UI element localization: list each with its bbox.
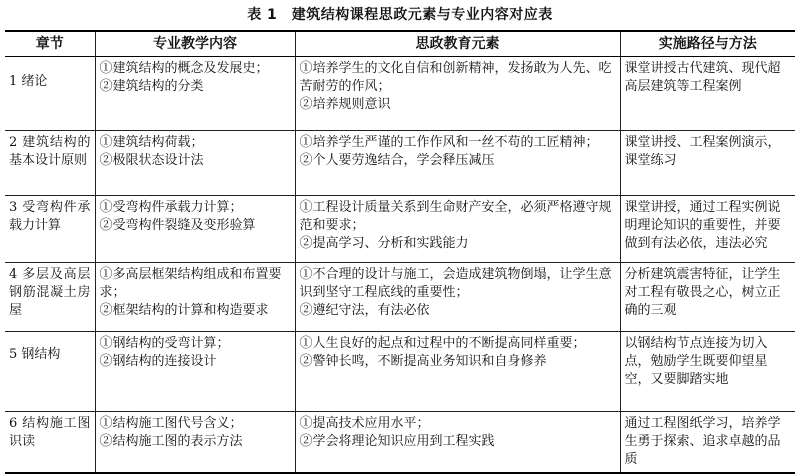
method-cell: 课堂讲授古代建筑、现代超高层建筑等工程案例 <box>620 57 795 131</box>
chapter-cell: 4 多层及高层钢筋混凝土房屋 <box>5 263 95 332</box>
method-cell: 课堂讲授，通过工程实例说明理论知识的重要性，并要做到有法必依，违法必究 <box>620 196 795 263</box>
table-row <box>5 57 795 131</box>
content-item: ②受弯构件裂缝及变形验算 <box>99 218 256 233</box>
header-method: 实施路径与方法 <box>620 31 795 57</box>
content-item: ①钢结构的受弯计算； <box>99 336 230 351</box>
ideology-item: ②遵纪守法，有法必依 <box>299 303 430 318</box>
content-item: ②钢结构的连接设计 <box>99 354 217 369</box>
content-item: ①多高层框架结构组成和布置要求； <box>99 267 282 300</box>
table-row <box>5 412 795 474</box>
ideology-item: ②警钟长鸣，不断提高业务知识和自身修养 <box>299 354 547 369</box>
table-row <box>5 196 795 263</box>
chapter-cell: 3 受弯构件承载力计算 <box>5 196 95 263</box>
header-ideology: 思政教育元素 <box>295 31 620 57</box>
chapter-cell: 1 绪论 <box>5 57 95 131</box>
ideology-cell <box>295 332 620 412</box>
content-cell <box>95 332 295 412</box>
content-item: ①结构施工图代号含义； <box>99 416 243 431</box>
method-cell: 以钢结构节点连接为切入点，勉励学生既要仰望星空，又要脚踏实地 <box>620 332 795 412</box>
chapter-cell: 6 结构施工图识读 <box>5 412 95 474</box>
table-row <box>5 131 795 196</box>
ideology-cell <box>295 57 620 131</box>
content-cell <box>95 57 295 131</box>
ideology-item: ①培养学生的文化自信和创新精神，发扬敢为人先、吃苦耐劳的作风； <box>299 61 612 94</box>
chapter-cell: 5 钢结构 <box>5 332 95 412</box>
content-item: ②建筑结构的分类 <box>99 79 204 94</box>
ideology-item: ①提高技术应用水平； <box>299 416 430 431</box>
method-cell: 通过工程图纸学习，培养学生勇于探索、追求卓越的品质 <box>620 412 795 474</box>
content-cell <box>95 263 295 332</box>
table-caption: 表 1 建筑结构课程思政元素与专业内容对应表 <box>247 7 553 23</box>
ideology-item: ②培养规则意识 <box>299 97 391 112</box>
table-row <box>5 332 795 412</box>
ideology-item: ②学会将理论知识应用到工程实践 <box>299 434 495 449</box>
content-cell <box>95 131 295 196</box>
ideology-item: ①不合理的设计与施工，会造成建筑物倒塌，让学生意识到坚守工程底线的重要性； <box>299 267 612 300</box>
content-item: ②极限状态设计法 <box>99 153 204 168</box>
table-row <box>5 263 795 332</box>
content-item: ②结构施工图的表示方法 <box>99 434 243 449</box>
content-item: ②框架结构的计算和构造要求 <box>99 303 269 318</box>
header-row <box>5 31 795 57</box>
content-cell <box>95 196 295 263</box>
header-content: 专业教学内容 <box>95 31 295 57</box>
ideology-item: ①人生良好的起点和过程中的不断提高同样重要； <box>299 336 586 351</box>
ideology-item: ②提高学习、分析和实践能力 <box>299 236 469 251</box>
ideology-item: ②个人要劳逸结合，学会释压减压 <box>299 153 495 168</box>
content-item: ①建筑结构荷载； <box>99 135 204 150</box>
content-cell <box>95 412 295 474</box>
content-table <box>5 30 795 474</box>
ideology-cell <box>295 131 620 196</box>
content-item: ①受弯构件承载力计算； <box>99 200 243 215</box>
ideology-item: ①工程设计质量关系到生命财产安全，必须严格遵守规范和要求； <box>299 200 612 233</box>
header-chapter: 章节 <box>5 31 95 57</box>
method-cell: 分析建筑震害特征，让学生对工程有敬畏之心，树立正确的三观 <box>620 263 795 332</box>
ideology-cell <box>295 196 620 263</box>
table-header <box>5 31 795 57</box>
chapter-cell: 2 建筑结构的基本设计原则 <box>5 131 95 196</box>
ideology-item: ①培养学生严谨的工作作风和一丝不苟的工匠精神； <box>299 135 599 150</box>
method-cell: 课堂讲授、工程案例演示，课堂练习 <box>620 131 795 196</box>
ideology-cell <box>295 263 620 332</box>
content-item: ①建筑结构的概念及发展史； <box>99 61 269 76</box>
ideology-cell <box>295 412 620 474</box>
table-body <box>5 57 795 474</box>
